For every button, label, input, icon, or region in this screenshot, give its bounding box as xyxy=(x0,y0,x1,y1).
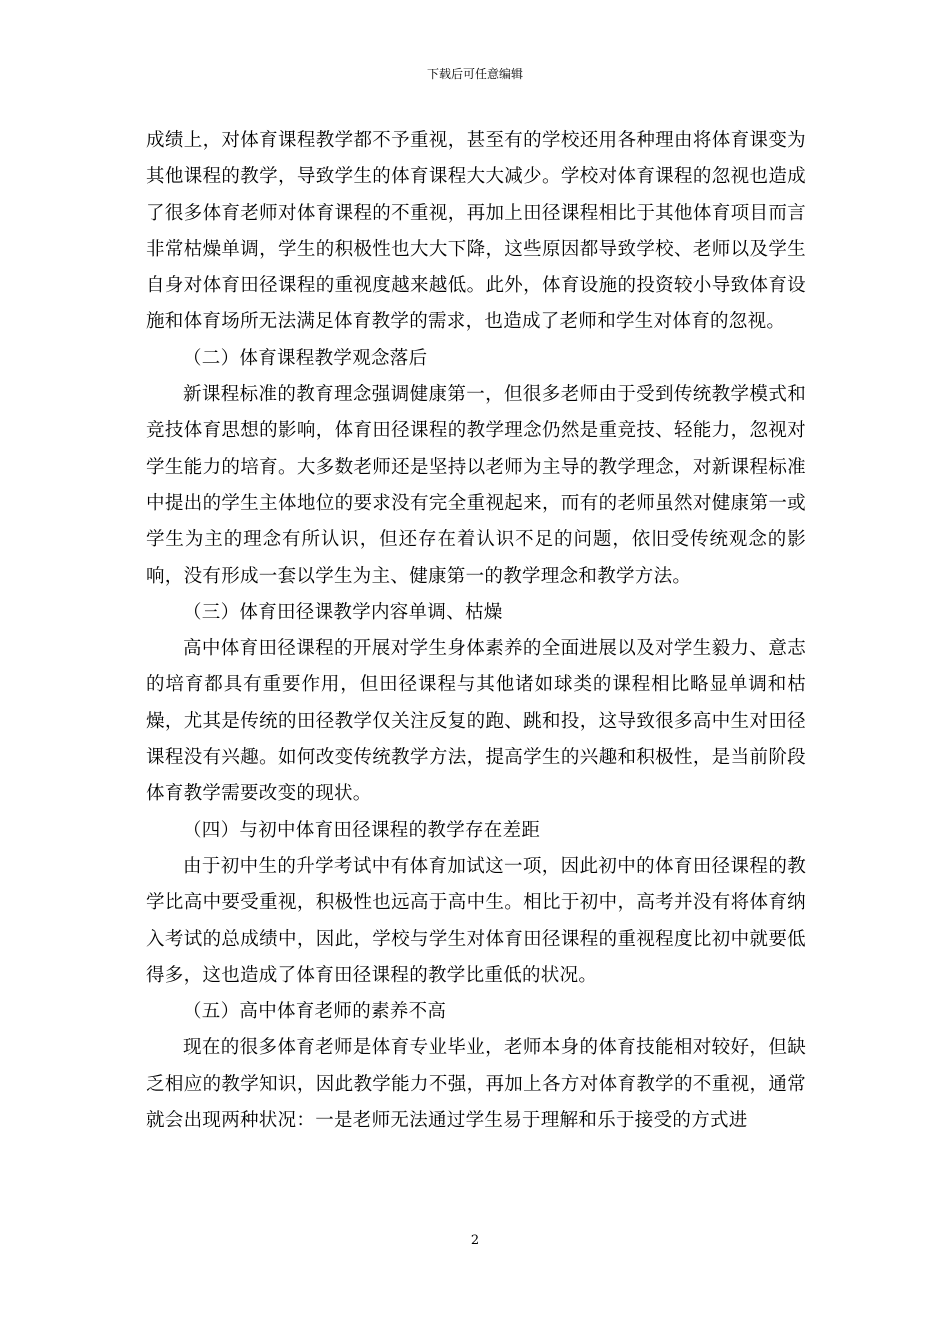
paragraph: 新课程标准的教育理念强调健康第一，但很多老师由于受到传统教学模式和竞技体育思想的影响，体育田径课程的教学理念仍然是重竞技、轻能力，忽视对学生能力的培育。大多数老师还是坚持以老师为主导的教学理念，对新课程标准中提出的学生主体地位的要求没有完全重视起来，而有的老师虽然对健康第一或学生为主的理念有所认识，但还存在着认识不足的问题，依旧受传统观念的影响，没有形成一套以学生为主、健康第一的教学理念和教学方法。 xyxy=(146,384,806,587)
page-header: 下载后可任意编辑 xyxy=(426,67,523,81)
section-heading-3: （三）体育田径课教学内容单调、枯燥 xyxy=(183,601,503,623)
section-heading-2: （二）体育课程教学观念落后 xyxy=(183,347,428,369)
document-body xyxy=(146,123,806,1139)
paragraph: 由于初中生的升学考试中有体育加试这一项，因此初中的体育田径课程的教学比高中要受重视，积极性也远高于高中生。相比于初中，高考并没有将体育纳入考试的总成绩中，因此，学校与学生对体育田径课程的重视程度比初中就要低得多，这也造成了体育田径课程的教学比重低的状况。 xyxy=(146,855,806,986)
paragraph-continued: 成绩上，对体育课程教学都不予重视，甚至有的学校还用各种理由将体育课变为其他课程的教学，导致学生的体育课程大大减少。学校对体育课程的忽视也造成了很多体育老师对体育课程的不重视，再加上田径课程相比于其他体育项目而言非常枯燥单调，学生的积极性也大大下降，这些原因都导致学校、老师以及学生自身对体育田径课程的重视度越来越低。此外，体育设施的投资较小导致体育设施和体育场所无法满足体育教学的需求，也造成了老师和学生对体育的忽视。 xyxy=(146,130,806,333)
paragraph: 高中体育田径课程的开展对学生身体素养的全面进展以及对学生毅力、意志的培育都具有重要作用，但田径课程与其他诸如球类的课程相比略显单调和枯燥，尤其是传统的田径教学仅关注反复的跑、跳和投，这导致很多高中生对田径课程没有兴趣。如何改变传统教学方法，提高学生的兴趣和积极性，是当前阶段体育教学需要改变的现状。 xyxy=(146,638,806,805)
section-heading-5: （五）高中体育老师的素养不高 xyxy=(183,1001,447,1023)
paragraph: 现在的很多体育老师是体育专业毕业，老师本身的体育技能相对较好，但缺乏相应的教学知识，因此教学能力不强，再加上各方对体育教学的不重视，通常就会出现两种状况：一是老师无法通过学生易于理解和乐于接受的方式进 xyxy=(146,1037,806,1132)
section-heading-4: （四）与初中体育田径课程的教学存在差距 xyxy=(183,819,541,841)
page-number: 2 xyxy=(470,1233,480,1248)
